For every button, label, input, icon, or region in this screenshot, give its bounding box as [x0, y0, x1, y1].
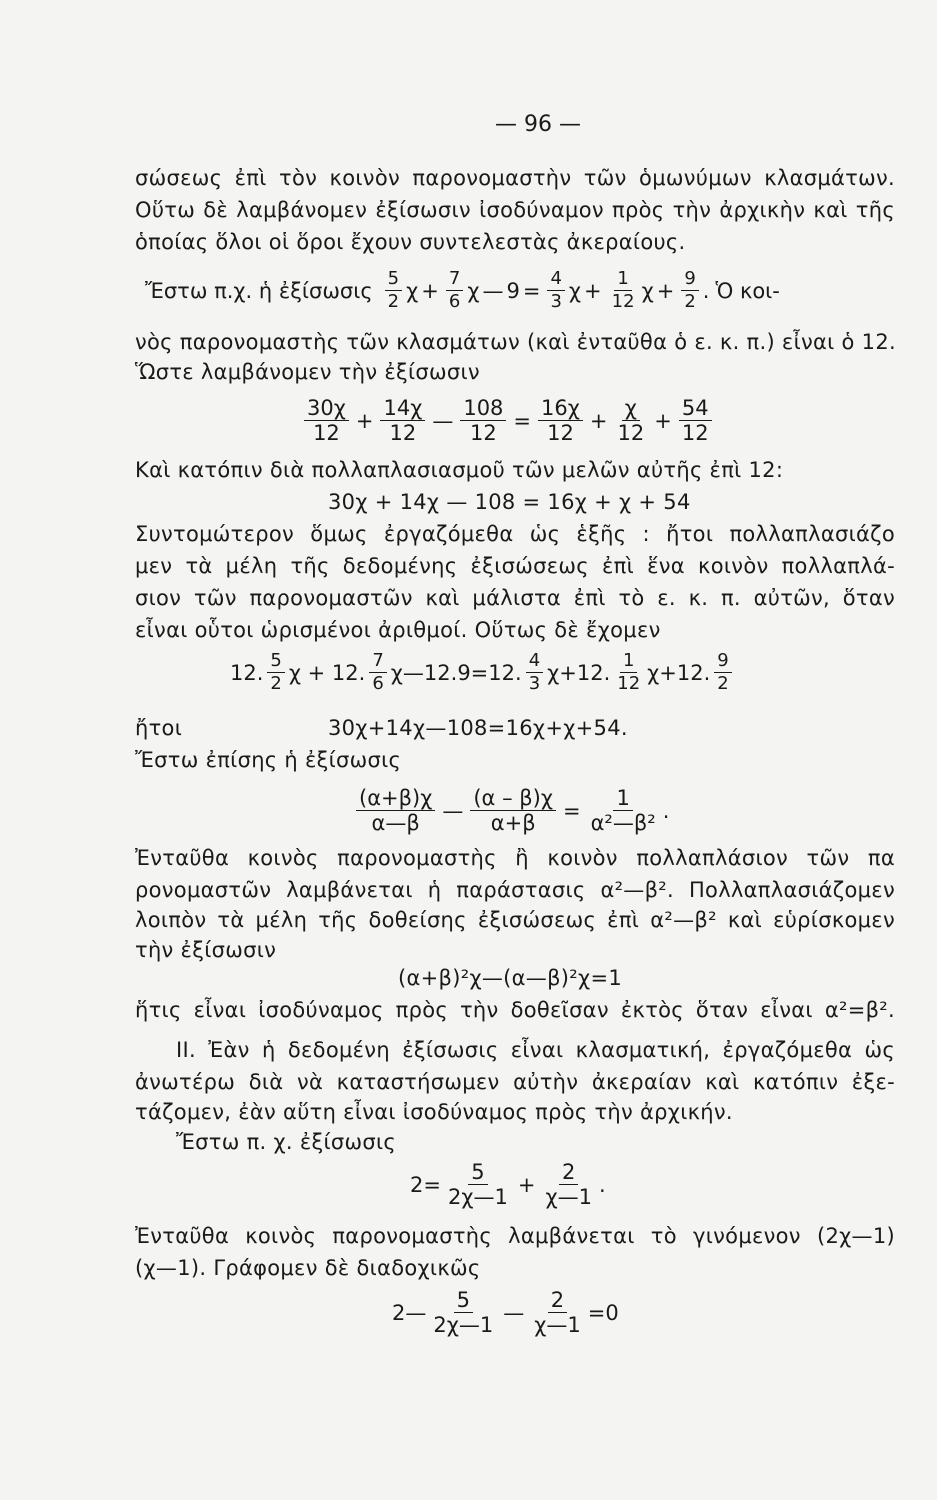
equation-example [145, 268, 780, 313]
fraction [304, 396, 349, 445]
numerator: 2 [559, 1160, 578, 1185]
text-line-10: εἶναι οὗτοι ὡρισμένοι ἀριθμοί. Οὕτως δὲ ἔχομεν [135, 618, 661, 642]
text-line-5: Ὥστε λαμβάνομεν τὴν ἐξίσωσιν [135, 360, 480, 384]
minus: — [442, 798, 464, 823]
var-x: χ [641, 278, 654, 303]
numerator: 7 [369, 650, 386, 673]
denominator: χ—1 [545, 1185, 592, 1209]
plus: + [589, 408, 608, 433]
equation-multiplied [230, 650, 736, 695]
text-line-6: Καὶ κατόπιν διὰ πολλαπλασιασμοῦ τῶν μελῶν αὐτῆς ἐπὶ 12: [135, 458, 784, 482]
denominator: 2 [684, 291, 696, 312]
fraction [446, 268, 463, 313]
fraction [267, 650, 284, 695]
minus: — [503, 1300, 525, 1325]
numerator: 4 [547, 268, 564, 291]
numerator: 7 [446, 268, 463, 291]
eq9-pre: 2— [392, 1300, 427, 1325]
denominator: 2 [387, 291, 400, 312]
denominator: α²—β² [590, 811, 656, 835]
plus: + [584, 278, 602, 303]
term: χ+12. [647, 660, 711, 685]
text-line-1: σώσεως ἐπὶ τὸν κοινὸν παρονομαστὴν τῶν ὁμωνύμων κλασμάτων. [135, 166, 895, 190]
numerator: 5 [454, 1288, 473, 1313]
eq5-label: ἤτοι [135, 716, 183, 740]
equation-fractions [300, 396, 716, 445]
fraction [380, 396, 425, 445]
text-line-2: Οὕτω δὲ λαμβάνομεν ἐξίσωσιν ἰσοδύναμον πρὸς τὴν ἀρχικὴν καὶ τῆς [135, 198, 895, 222]
plus: + [355, 408, 374, 433]
numerator: 1 [613, 786, 632, 811]
numerator: 2 [548, 1288, 567, 1313]
denominator: 12 [617, 421, 645, 445]
text-line-17: II. Ἐὰν ἡ δεδομένη ἐξίσωσις εἶναι κλασματική, ἐργαζόμεθα ὡς [176, 1038, 895, 1062]
fraction [460, 396, 506, 445]
equation-fractional [410, 1160, 606, 1209]
numerator: (α+β)χ [356, 786, 435, 811]
dot: . [702, 278, 710, 303]
fraction [681, 268, 698, 313]
denominator: 12 [389, 421, 417, 445]
fraction [445, 1160, 511, 1209]
equation-alpha-beta [352, 786, 669, 835]
text-line-21: Ἐνταῦθα κοινὸς παρονομαστὴς λαμβάνεται τὸ γινόμενον (2χ—1) [135, 1224, 895, 1248]
denominator: 12 [313, 421, 340, 445]
plus: + [421, 278, 439, 303]
numerator: 5 [468, 1160, 487, 1185]
fraction [526, 650, 543, 695]
fraction [538, 396, 583, 445]
denominator: 2χ—1 [447, 1185, 508, 1209]
denominator: 2 [270, 673, 282, 694]
text-line-16: ἥτις εἶναι ἰσοδύναμος πρὸς τὴν δοθεῖσαν ἐκτὸς ὅταν εἶναι α²=β². [135, 998, 895, 1022]
denominator: 3 [528, 673, 541, 694]
fraction [470, 786, 556, 835]
equation-final [392, 1288, 619, 1337]
denominator: χ—1 [534, 1313, 581, 1337]
text-line-19: τάζομεν, ἐὰν αὕτη εἶναι ἰσοδύναμος πρὸς τὴν ἀρχικήν. [135, 1100, 733, 1124]
numerator: 30χ [304, 396, 349, 421]
equals: = [513, 408, 532, 433]
numerator: 1 [620, 650, 637, 673]
numerator: 108 [460, 396, 506, 421]
fraction [531, 1288, 584, 1337]
denominator: 2χ—1 [433, 1313, 494, 1337]
dot: . [598, 1172, 606, 1197]
numerator: χ [622, 396, 640, 421]
fraction [679, 396, 712, 445]
text-line-13: ρονομαστῶν λαμβάνεται ἡ παράστασις α²—β². Πολλαπλασιάζομεν [135, 878, 895, 902]
text-line-22: (χ—1). Γράφομεν δὲ διαδοχικῶς [135, 1256, 481, 1280]
constant: 9 [506, 278, 520, 303]
fraction [542, 1160, 595, 1209]
numerator: 1 [614, 268, 631, 291]
eq1-post: Ὁ κοι- [715, 278, 780, 303]
equals: = [562, 798, 581, 823]
text-line-18: ἀνωτέρω διὰ νὰ καταστήσωμεν αὐτὴν ἀκεραίαν καὶ κατόπιν ἐξε- [135, 1070, 895, 1094]
fraction [369, 650, 386, 695]
text-line-11: Ἔστω ἐπίσης ἡ ἐξίσωσις [135, 748, 402, 772]
denominator: α—β [371, 811, 420, 835]
denominator: 2 [717, 673, 729, 694]
numerator: 4 [526, 650, 543, 673]
denominator: α+β [490, 811, 536, 835]
fraction [385, 268, 402, 313]
term: χ+12. [547, 660, 611, 685]
text-line-3: ὁποίας ὅλοι οἱ ὅροι ἔχουν συντελεστὰς ἀκεραίους. [135, 230, 686, 254]
text-line-8: μεν τὰ μέλη τῆς δεδομένης ἐξισώσεως ἐπὶ ἕνα κοινὸν πολλαπλά- [135, 554, 895, 578]
plus: + [656, 278, 675, 303]
minus: — [432, 408, 454, 433]
denominator: 12 [547, 421, 574, 445]
fraction [714, 650, 731, 695]
denominator: 6 [372, 673, 384, 694]
text-line-4: νὸς παρονομαστὴς τῶν κλασμάτων (καὶ ἐνταῦθα ὁ ε. κ. π.) εἶναι ὁ 12. [135, 330, 896, 354]
term: χ—12.9=12. [390, 660, 522, 685]
denominator: 12 [681, 421, 709, 445]
plus: + [654, 408, 672, 433]
text-line-20: Ἔστω π. χ. ἐξίσωσις [176, 1130, 397, 1154]
text-line-12: Ἐνταῦθα κοινὸς παρονομαστὴς ἢ κοινὸν πολλαπλάσιον τῶν πα [135, 846, 895, 870]
numerator: (α – β)χ [470, 786, 556, 811]
denominator: 12 [617, 673, 641, 694]
denominator: 12 [611, 291, 635, 312]
text-line-15: τὴν ἐξίσωσιν [135, 938, 277, 962]
eq9-post: =0 [587, 1300, 619, 1325]
var-x: χ [406, 278, 419, 303]
denominator: 3 [550, 291, 562, 312]
dot: . [662, 798, 670, 823]
eq1-pre: Ἔστω π.χ. ἡ ἐξίσωσις [145, 278, 373, 303]
fraction [609, 268, 638, 313]
term: χ + 12. [288, 660, 366, 685]
equation-result: 30χ+14χ—108=16χ+χ+54. [328, 716, 628, 740]
text-line-7: Συντομώτερον ὅμως ἐργαζόμεθα ὡς ἑξῆς : ἤτοι πολλαπλασιάζο [135, 522, 895, 546]
eq8-pre: 2= [410, 1172, 441, 1197]
numerator: 54 [679, 396, 712, 421]
plus: + [517, 1172, 536, 1197]
page-number: — 96 — [495, 112, 581, 137]
fraction [614, 650, 643, 695]
fraction [430, 1288, 496, 1337]
fraction [356, 786, 435, 835]
numerator: 9 [714, 650, 731, 673]
fraction [615, 396, 648, 445]
text-line-14: λοιπὸν τὰ μέλη τῆς δοθείσης ἐξισώσεως ἐπὶ α²—β² καὶ εὑρίσκομεν [135, 908, 895, 932]
fraction [547, 268, 564, 313]
denominator: 6 [448, 291, 461, 312]
denominator: 12 [470, 421, 497, 445]
var-x: χ [568, 278, 582, 303]
numerator: 5 [267, 650, 284, 673]
numerator: 16χ [538, 396, 583, 421]
minus: — [482, 278, 504, 303]
text-line-9: σιον τῶν παρονομαστῶν καὶ μάλιστα ἐπὶ τὸ ε. κ. π. αὐτῶν, ὅταν [135, 586, 895, 610]
fraction [588, 786, 659, 835]
equation-squares: (α+β)²χ—(α—β)²χ=1 [398, 966, 623, 990]
var-x: χ [467, 278, 480, 303]
coefficient: 12. [230, 660, 264, 685]
equals: = [522, 278, 541, 303]
numerator: 5 [385, 268, 402, 291]
numerator: 14χ [380, 396, 425, 421]
equation-integer: 30χ + 14χ — 108 = 16χ + χ + 54 [328, 490, 691, 514]
numerator: 9 [681, 268, 698, 291]
